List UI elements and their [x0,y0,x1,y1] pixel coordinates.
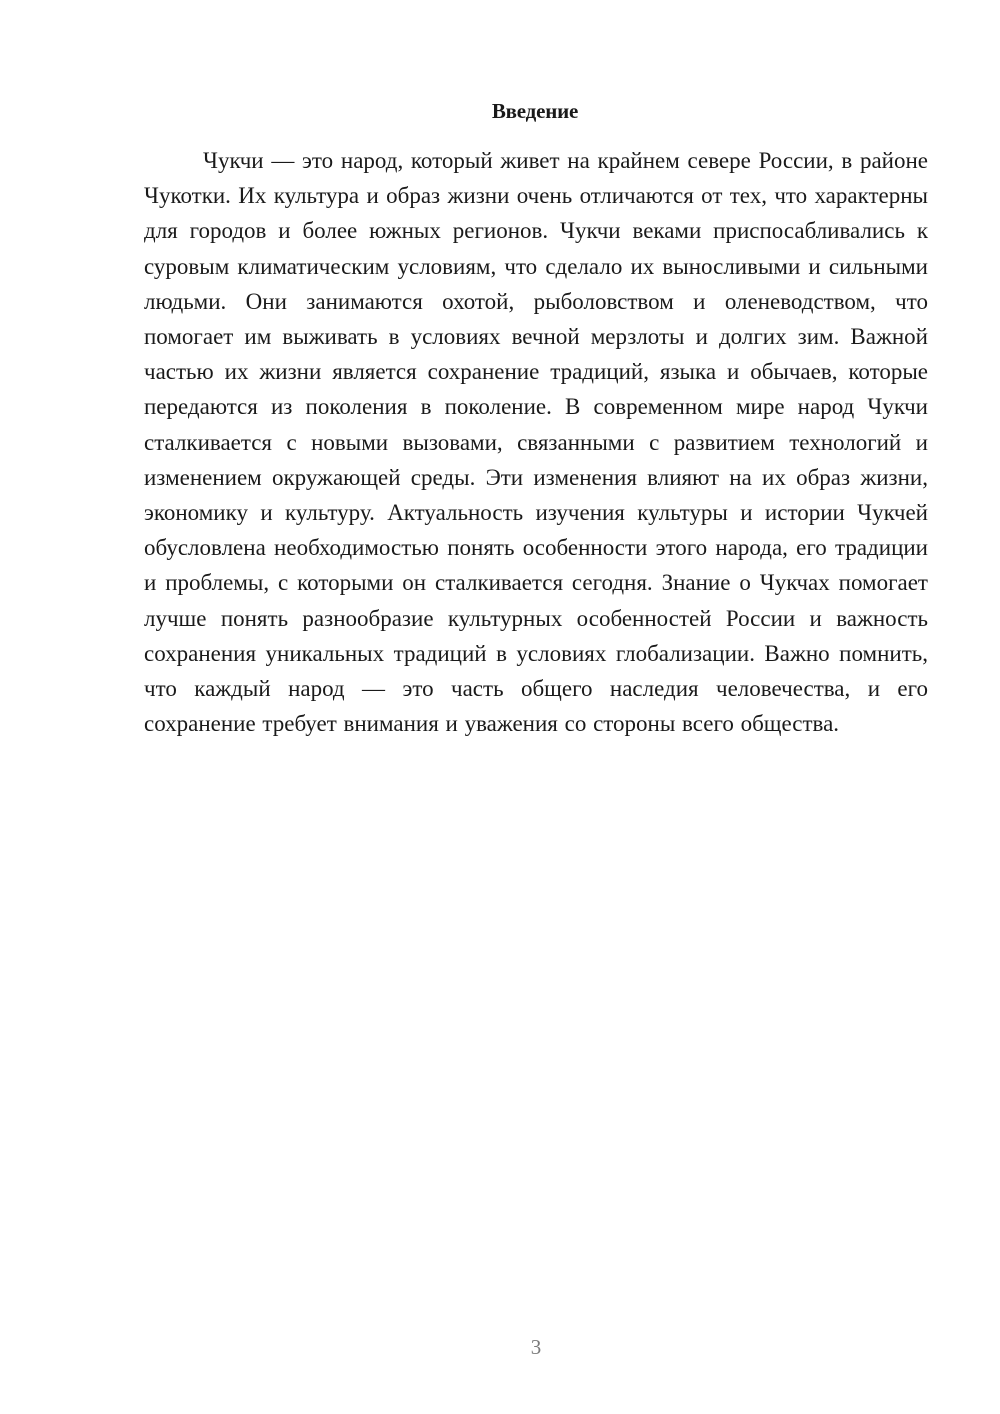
page-number: 3 [530,1335,542,1359]
section-heading: Введение [491,99,579,123]
body-paragraph: Чукчи — это народ, который живет на крайнем севере России, в районе Чукотки. Их культура и образ жизни очень отличаются от тех, что характерны для городов и более южных регионов. Чукчи веками приспосабливались к суровым климатическим условиям, что сделало их выносливыми и сильными людьми. Они занимаются охотой, рыболовством и оленеводством, что помогает им выживать в условиях вечной мерзлоты и долгих зим. Важной частью их жизни является сохранение традиций, языка и обычаев, которые передаются из поколения в поколение. В современном мире народ Чукчи сталкивается с новыми вызовами, связанными с развитием технологий и изменением окружающей среды. Эти изменения влияют на их образ жизни, экономику и культуру. Актуальность изучения культуры и истории Чукчей обусловлена необходимостью понять особенности этого народа, его традиции и проблемы, с которыми он сталкивается сегодня. Знание о Чукчах помогает лучше понять разнообразие культурных особенностей России и важность сохранения уникальных традиций в условиях глобализации. Важно помнить, что каждый народ — это часть общего наследия человечества, и его сохранение требует внимания и уважения со стороны всего общества. [144,148,928,737]
